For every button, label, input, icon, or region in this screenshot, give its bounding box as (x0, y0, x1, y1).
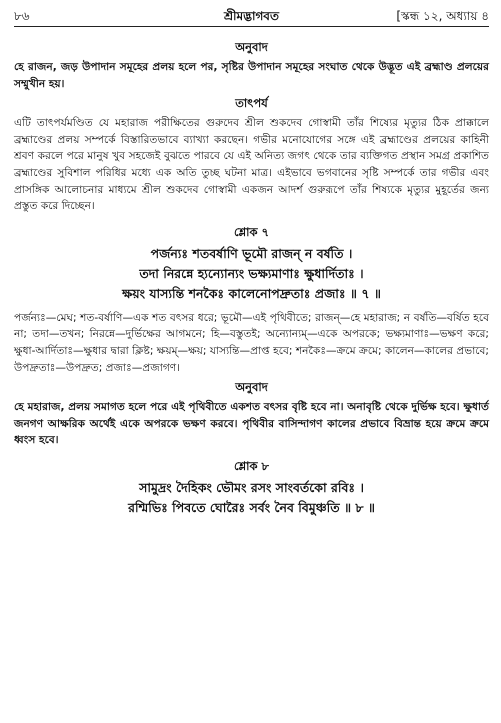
page-number: ৮৬ (14, 9, 30, 23)
verse-8-line-2: রশ্মিভিঃ পিবতে ঘোরৈঃ সর্বং নৈব বিমুঞ্চতি ॥ ৮ ॥ (128, 499, 375, 515)
verse-7-line-2: তদা নিরন্নে হ্যন্যোন্যং ভক্ষ্যমাণাঃ ক্ষুধার্দিতাঃ । (139, 265, 364, 281)
verse-7-line-1: পর্জন্যঃ শতবর্ষাণি ভূমৌ রাজন্ ন বর্ষতি । (150, 245, 353, 261)
synonyms-text: পর্জন্যঃ—মেঘ; শত-বর্ষাণি—এক শত বৎসর ধরে; ভূমৌ—এই পৃথিবীতে; রাজন্—হে মহারাজ; ন বর্ষতি—বর্ষিত হবে না; তদা—তখন; নিরন্নে—দুর্ভিক্ষের আগমনে; হি—বস্তুতই; অন্যোন্যম্—একে অপরকে; ভক্ষ্যমাণাঃ—ভক্ষণ করে; ক্ষুধা-আর্দিতাঃ—ক্ষুধার দ্বারা ক্লিষ্ট; ক্ষয়ম্—ক্ষয়; যাস্যন্তি—প্রাপ্ত হবে; শনকৈঃ—ক্রমে ক্রমে; কালেন—কালের প্রভাবে; উপদ্রুতাঃ—উপদ্রুত; প্রজাঃ—প্রজাগণ। (14, 311, 489, 374)
page-content (14, 36, 489, 518)
translation-7-text: হে মহারাজ, প্রলয় সমাগত হলে পরে এই পৃথিবীতে একশত বৎসর বৃষ্টি হবে না। অনাবৃষ্টি থেকে দুর্ভিক্ষ হবে। ক্ষুধার্ত জনগণ আক্ষরিক অর্থেই একে অপরকে ভক্ষণ করবে। পৃথিবীর বাসিন্দাগণ কালের প্রভাবে বিভ্রান্ত হয়ে ক্রমে ক্রমে ধ্বংস হবে। (14, 401, 489, 447)
verse-8-heading: শ্লোক ৮ (233, 458, 270, 473)
book-title: শ্রীমদ্ভাগবত (223, 9, 279, 23)
purport-heading: তাৎপর্য (235, 96, 268, 111)
header-rule (14, 26, 489, 27)
translation-7-heading: অনুবাদ (235, 380, 268, 395)
purport-text: এটি তাৎপর্যমণ্ডিত যে মহারাজ পরীক্ষিতের গুরুদেব শ্রীল শুকদেব গোস্বামী তাঁর শিষ্যের মৃত্যুর ঠিক প্রাক্কালে ব্রহ্মাণ্ডের প্রলয় সম্পর্কে বিস্তারিতভাবে ব্যাখ্যা করছেন। গভীর মনোযোগের সঙ্গে এই ব্রহ্মাণ্ডের প্রলয়ের কাহিনী শ্রবণ করলে পরে মানুষ খুব সহজেই বুঝতে পারবে যে এই অনিত্য জগৎ থেকে তার ব্যক্তিগত প্রস্থান সমগ্র প্রকাশিত ব্রহ্মাণ্ডের সুবিশাল পরিধির মধ্যে এক অতি তুচ্ছ ঘটনা মাত্র। এইভাবে ভগবানের সৃষ্টি সম্পর্কে তার গভীর এবং প্রাসঙ্গিক আলোচনার মাধ্যমে শ্রীল শুকদেব গোস্বামী একজন আদর্শ গুরুরূপে তাঁর শিষ্যকে মৃত্যুর মুহূর্তের জন্য প্রস্তুত করে দিচ্ছেন। (14, 117, 489, 213)
section-label: [স্কন্ধ ১২, অধ্যায় ৪ (396, 9, 489, 23)
verse-7-line-3: ক্ষয়ং যাস্যন্তি শনকৈঃ কালেনোপদ্রুতাঃ প্রজাঃ ॥ ৭ ॥ (122, 285, 381, 301)
translation-text: হে রাজন, জড় উপাদান সমূহের প্রলয় হলে পর, সৃষ্টির উপাদান সমূহের সংঘাত থেকে উদ্ভূত এই ব্রহ্মাণ্ড প্রলয়ের সম্মুখীন হয়। (14, 61, 489, 90)
translation-heading: অনুবাদ (235, 40, 268, 54)
verse-8-line-1: সামুদ্রং দৈহিকং ভৌমং রসং সাংবর্তকো রবিঃ । (139, 479, 364, 495)
verse-7-heading: শ্লোক ৭ (233, 224, 270, 239)
page-header (14, 6, 489, 26)
